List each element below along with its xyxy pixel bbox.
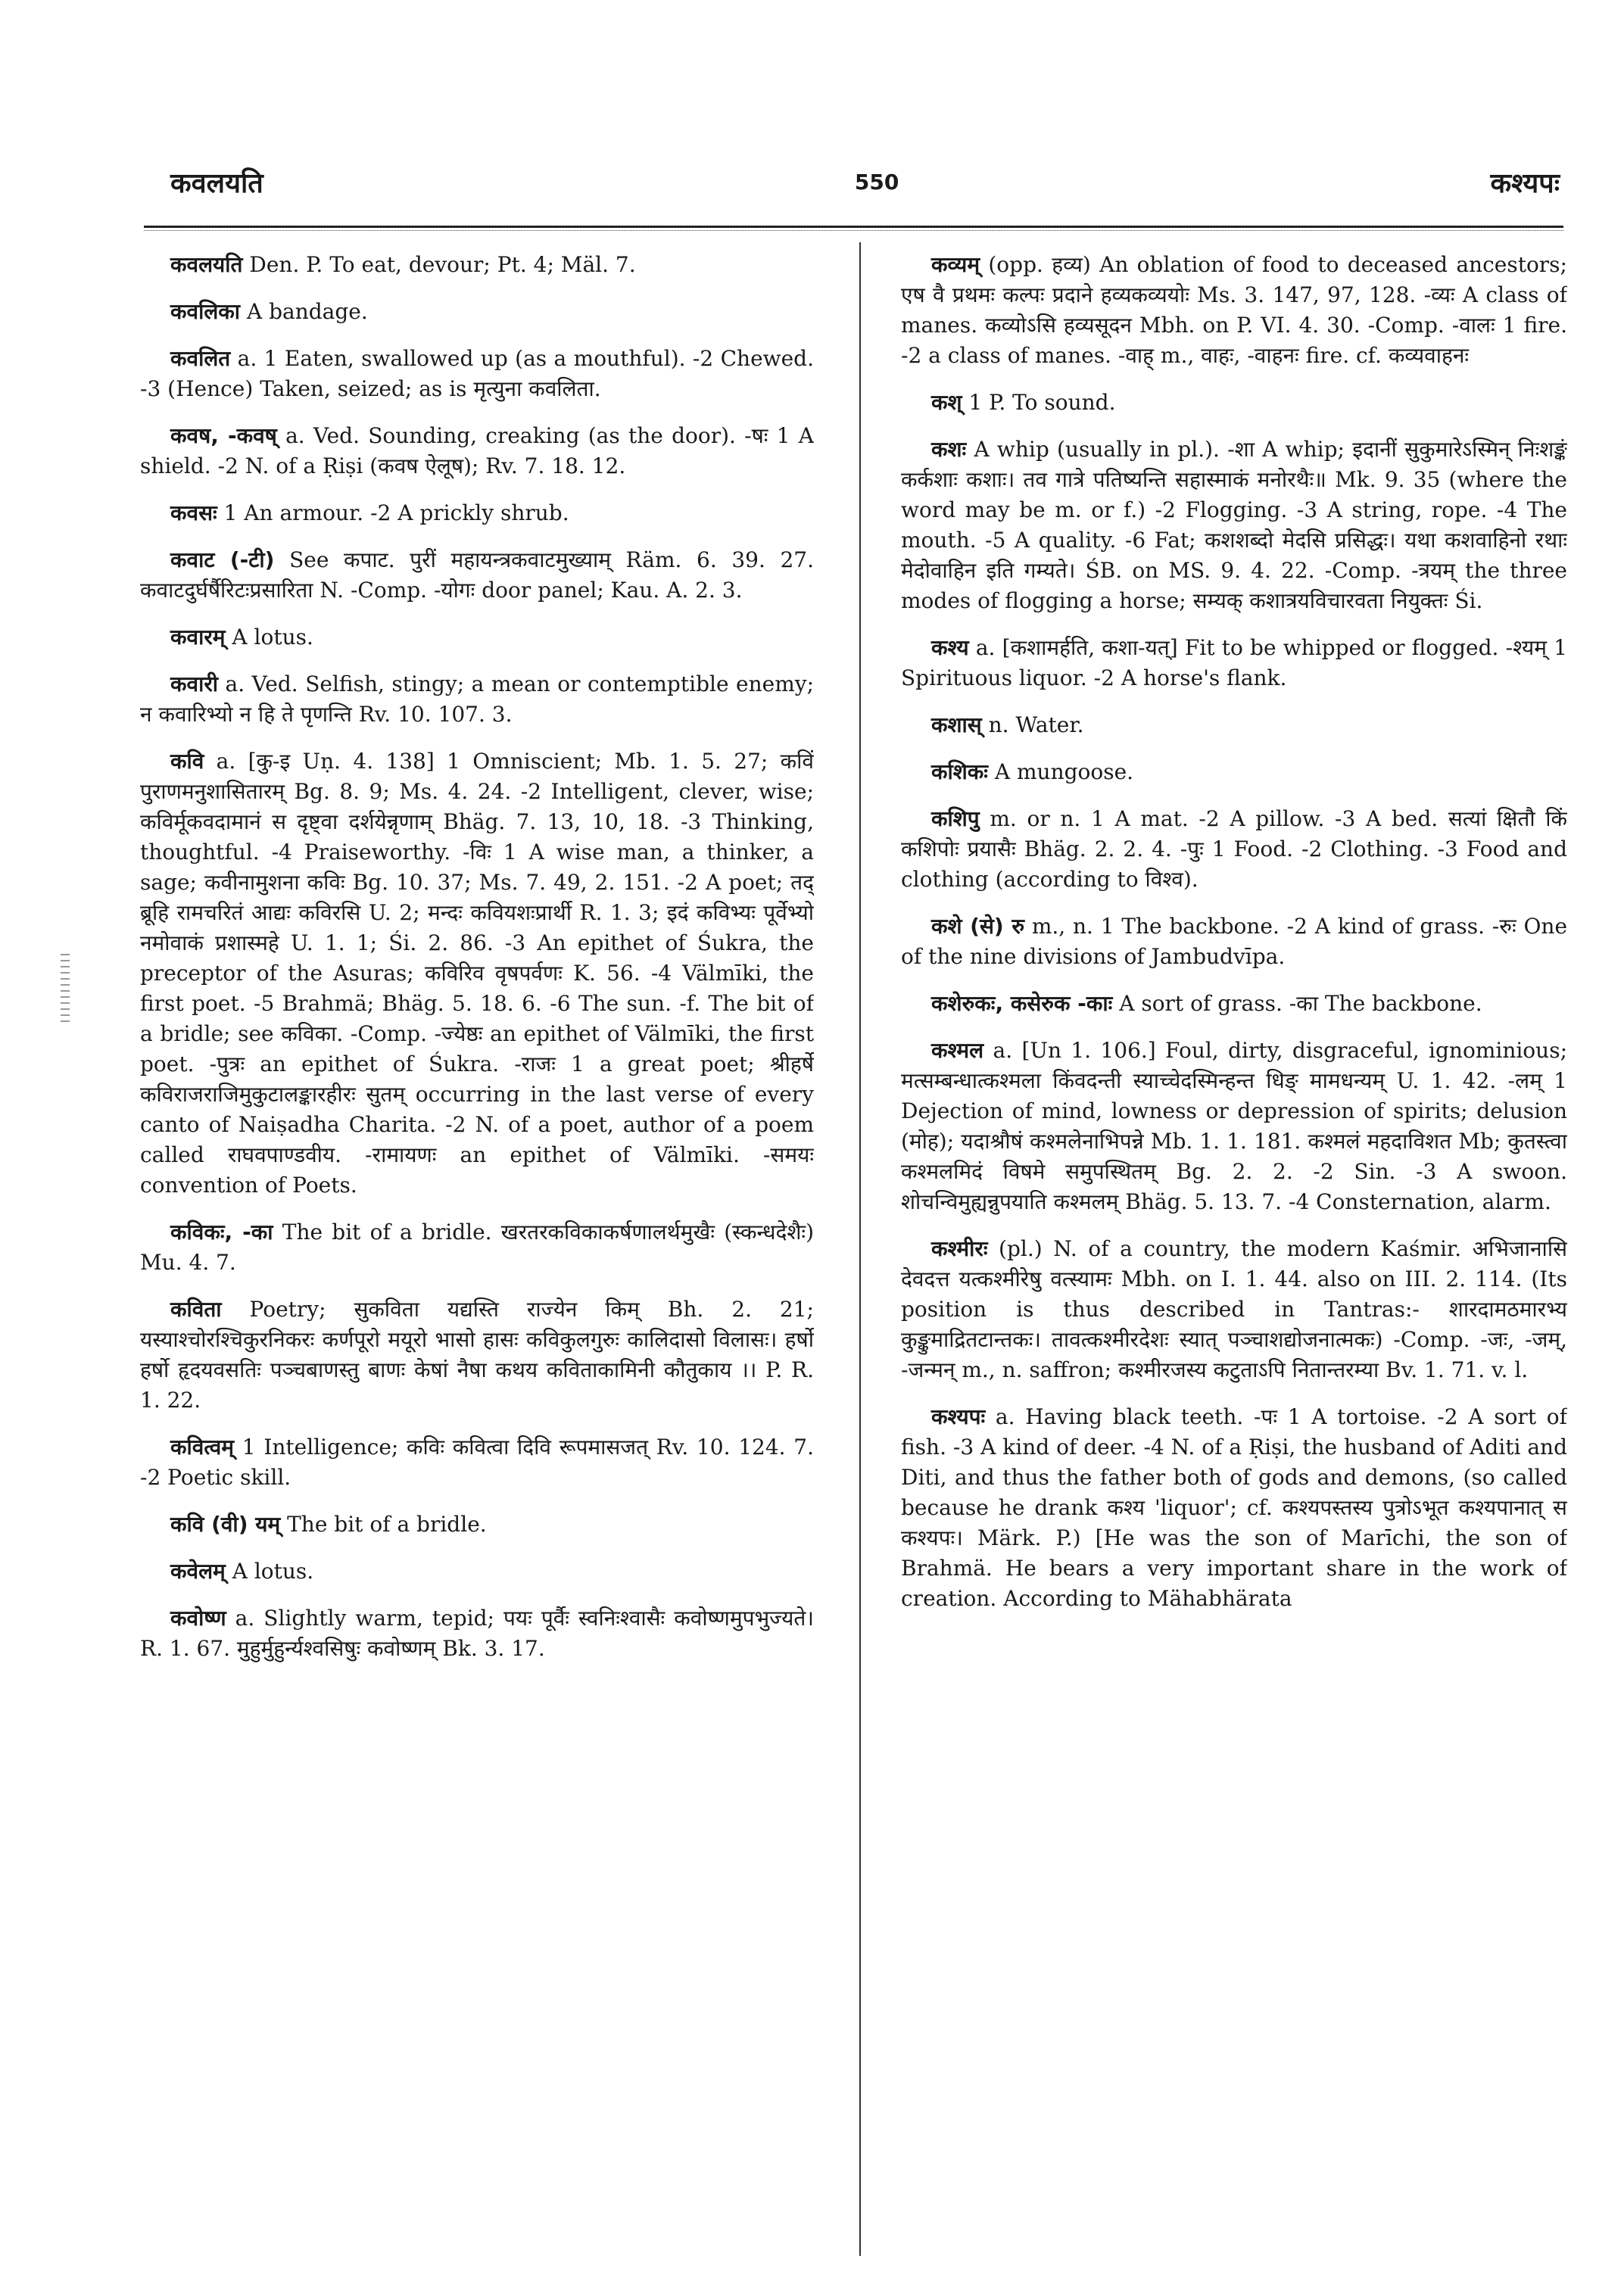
entry-headword: कश्मल xyxy=(931,1038,984,1063)
dictionary-entry xyxy=(901,1234,1567,1385)
entry-headword: कवलयति xyxy=(170,252,243,277)
dictionary-entry xyxy=(901,388,1567,418)
dictionary-entry xyxy=(901,1402,1567,1614)
entry-definition: a. [Un 1. 106.] Foul, dirty, disgraceful, ignominious; मत्सम्बन्धात्कश्मला किंवदन्ती स्याच्चेदस्मिन्हन्त धिङ् मामधन्यम् U. 1. 42. -लम् 1 Dejection of mind, lowness or depression of spirits; delusion (मोह); यदाश्रौषं कश्मलेनाभिपन्ने Mb. 1. 1. 181. कश्मलं महदाविशत Mb; कुतस्त्वा कश्मलमिदं विषमे समुपस्थितम् Bg. 2. 2. -2 Sin. -3 A swoon. शोचन्विमुह्यन्नुपयाति कश्मलम् Bhäg. 5. 13. 7. -4 Consternation, alarm. xyxy=(901,1038,1567,1214)
header-left-guideword: कवलयति xyxy=(170,167,263,199)
right-column xyxy=(901,250,1567,2263)
entry-headword: कवारम् xyxy=(170,625,226,650)
entry-definition: a. 1 Eaten, swallowed up (as a mouthful). -2 Chewed. -3 (Hence) Taken, seized; as is मृत्युना कवलिता. xyxy=(140,346,814,401)
dictionary-entry xyxy=(140,1432,814,1493)
entry-headword: कवित्वम् xyxy=(170,1435,235,1460)
entry-definition: m. or n. 1 A mat. -2 A pillow. -3 A bed. सत्यां क्षितौ किं कशिपोः प्रयासैः Bhäg. 2. 2. 4. -पुः 1 Food. -2 Clothing. -3 Food and clothing (according to विश्व). xyxy=(901,806,1567,892)
column-divider xyxy=(859,242,861,2256)
dictionary-entry xyxy=(140,1603,814,1664)
dictionary-entry xyxy=(140,669,814,730)
entry-definition: a. Slightly warm, tepid; पयः पूर्वैः स्वनिःश्वासैः कवोष्णमुपभुज्यते। R. 1. 67. मुहुर्मुहुर्न्यश्वसिषुः कवोष्णम् Bk. 3. 17. xyxy=(140,1606,814,1661)
entry-definition: The bit of a bridle. खरतरकविकाकर्षणालर्थमुखैः (स्कन्धदेशैः) Mu. 4. 7. xyxy=(140,1220,814,1275)
entry-definition: The bit of a bridle. xyxy=(280,1512,487,1537)
entry-definition: a. Having black teeth. -पः 1 A tortoise. -2 A sort of fish. -3 A kind of deer. -4 N. of a Ṛiṣi, the husband of Aditi and Diti, and thus the father both of gods and demons, (so called because he drank कश्य 'liquor'; cf. कश्यपस्तस्य पुत्रोऽभूत कश्यपानात् स कश्यपः। Märk. P.) [He was the son of Marīchi, the son of Brahmä. He bears a very important share in the work of creation. According to Mähabhärata xyxy=(901,1404,1567,1611)
entry-headword: कवाट (-टी) xyxy=(170,547,275,572)
dictionary-entry xyxy=(901,804,1567,895)
entry-definition: a. Ved. Sounding, creaking (as the door). -षः 1 A shield. -2 N. of a Ṛiṣi (कवष ऐलूष); Rv. 7. 18. 12. xyxy=(140,423,814,478)
entry-headword: कवसः xyxy=(170,500,217,525)
entry-headword: कव्यम् xyxy=(931,252,980,277)
dictionary-entry xyxy=(140,1294,814,1416)
entry-definition: (pl.) N. of a country, the modern Kaśmir. अभिजानासि देवदत्त यत्कश्मीरेषु वत्स्यामः Mbh. on I. 1. 44. also on III. 2. 114. (Its position is thus described in Tantras:- शारदामठमारभ्य कुङ्कुमाद्रितटान्तकः। तावत्कश्मीरदेशः स्यात् पञ्चाशद्योजनात्मकः) -Comp. -जः, -जम्, -जन्मन् m., n. saffron; कश्मीरजस्य कटुताऽपि नितान्तरम्या Bv. 1. 71. v. l. xyxy=(901,1236,1567,1382)
dictionary-entry xyxy=(901,435,1567,616)
entry-headword: कशे (से) रु xyxy=(931,914,1025,939)
dictionary-entry xyxy=(140,421,814,481)
entry-headword: कशेरुकः, कसेरुक -काः xyxy=(931,991,1113,1016)
entry-definition: a. Ved. Selfish, stingy; a mean or contemptible enemy; न कवारिभ्यो न हि ते पृणन्ति Rv. 10. 107. 3. xyxy=(140,671,814,727)
entry-headword: कवारी xyxy=(170,671,219,696)
entry-headword: कशिपु xyxy=(931,806,980,831)
entry-definition: A lotus. xyxy=(225,1559,314,1584)
margin-marks xyxy=(61,954,70,1022)
dictionary-entry xyxy=(140,1556,814,1587)
dictionary-entry xyxy=(901,911,1567,972)
dictionary-entry xyxy=(901,757,1567,787)
entry-headword: कविता xyxy=(170,1297,222,1322)
entry-definition: A sort of grass. -का The backbone. xyxy=(1112,991,1482,1016)
entry-headword: कशास् xyxy=(931,712,982,737)
entry-headword: कश्मीरः xyxy=(931,1236,988,1261)
entry-headword: कविकः, -का xyxy=(170,1220,273,1245)
header-rule xyxy=(144,226,1563,228)
entry-headword: कवोष्ण xyxy=(170,1606,226,1631)
entry-definition: (opp. हव्य) An oblation of food to deceased ancestors; एष वै प्रथमः कल्पः प्रदाने हव्यकव्ययोः Ms. 3. 147, 97, 128. -व्यः A class of manes. कव्योऽसि हव्यसूदन Mbh. on P. VI. 4. 30. -Comp. -वालः 1 fire. -2 a class of manes. -वाह् m., वाहः, -वाहनः fire. cf. कव्यवाहनः xyxy=(901,252,1567,368)
entry-definition: 1 P. To sound. xyxy=(962,390,1116,415)
page-header xyxy=(170,159,1560,204)
dictionary-entry xyxy=(140,622,814,653)
entry-definition: a. [कशामर्हति, कशा-यत्] Fit to be whipped or flogged. -श्यम् 1 Spirituous liquor. -2 A horse's flank. xyxy=(901,635,1567,690)
dictionary-entry xyxy=(901,633,1567,693)
entry-definition: A lotus. xyxy=(225,625,313,650)
entry-definition: Poetry; सुकविता यद्यस्ति राज्येन किम् Bh. 2. 21; यस्याश्चोरश्चिकुरनिकरः कर्णपूरो मयूरो भासो हासः कविकुलगुरुः कालिदासो विलासः। हर्षो हर्षो हृदयवसतिः पञ्चबाणस्तु बाणः केषां नैषा कथय कविताकामिनी कौतुकाय ।। P. R. 1. 22. xyxy=(140,1297,814,1413)
entry-headword: कवि xyxy=(170,749,204,774)
header-dotted-rule xyxy=(144,230,1563,231)
dictionary-entry xyxy=(140,344,814,404)
entry-headword: कशिकः xyxy=(931,759,988,784)
page-number: 550 xyxy=(854,169,899,195)
dictionary-entry xyxy=(140,250,814,280)
dictionary-entry xyxy=(140,1509,814,1540)
entry-headword: कवष, -कवष् xyxy=(170,423,277,448)
entry-headword: कशः xyxy=(931,437,967,462)
dictionary-entry xyxy=(140,545,814,606)
entry-definition: m., n. 1 The backbone. -2 A kind of grass. -रुः One of the nine divisions of Jambudvīpa. xyxy=(901,914,1567,969)
entry-headword: कवलिका xyxy=(170,299,241,324)
header-right-guideword: कश्यपः xyxy=(1490,167,1560,199)
dictionary-entry xyxy=(901,989,1567,1019)
dictionary-entry xyxy=(140,1217,814,1278)
entry-headword: कवेलम् xyxy=(170,1559,226,1584)
dictionary-entry xyxy=(140,297,814,327)
entry-definition: A whip (usually in pl.). -शा A whip; इदानीं सुकुमारेऽस्मिन् निःशङ्कं कर्कशाः कशाः। तव गात्रे पतिष्यन्ति सहास्माकं मनोरथैः॥ Mk. 9. 35 (where the word may be m. or f.) -2 Flogging. -3 A string, rope. -4 The mouth. -5 A quality. -6 Fat; कशशब्दो मेदसि प्रसिद्धः। यथा कशवाहिनो रथाः मेदोवाहिन इति गम्यते। ŚB. on MS. 9. 4. 22. -Comp. -त्रयम् the three modes of flogging a horse; सम्यक् कशात्रयविचारवता नियुक्तः Śi. xyxy=(901,437,1567,613)
entry-headword: कश् xyxy=(931,390,962,415)
entry-definition: A mungoose. xyxy=(987,759,1134,784)
entry-definition: See कपाट. पुरीं महायन्त्रकवाटमुख्याम् Räm. 6. 39. 27. कवाटदुर्घर्षैरिटःप्रसारिता N. -Comp. -योगः door panel; Kau. A. 2. 3. xyxy=(140,547,814,603)
dictionary-entry xyxy=(140,498,814,528)
entry-headword: कवि (वी) यम् xyxy=(170,1512,281,1537)
dictionary-entry xyxy=(140,746,814,1201)
entry-definition: Den. P. To eat, devour; Pt. 4; Mäl. 7. xyxy=(242,252,636,277)
entry-definition: n. Water. xyxy=(981,712,1084,737)
entry-definition: 1 Intelligence; कविः कवित्वा दिवि रूपमासजत् Rv. 10. 124. 7. -2 Poetic skill. xyxy=(140,1435,814,1490)
entry-headword: कश्यपः xyxy=(931,1404,986,1429)
left-column xyxy=(140,250,814,2263)
entry-definition: A bandage. xyxy=(240,299,368,324)
entry-headword: कश्य xyxy=(931,635,969,660)
entry-headword: कवलित xyxy=(170,346,231,371)
entry-definition: 1 An armour. -2 A prickly shrub. xyxy=(217,500,569,525)
dictionary-entry xyxy=(901,250,1567,371)
entry-definition: a. [कु-इ Uṇ. 4. 138] 1 Omniscient; Mb. 1. 5. 27; कविं पुराणमनुशासितारम् Bg. 8. 9; Ms. 4. 24. -2 Intelligent, clever, wise; कविर्मूकवदामानं स दृष्ट्वा दर्शयेन्नृणाम् Bhäg. 7. 13, 10, 18. -3 Thinking, thoughtful. -4 Praiseworthy. -विः 1 A wise man, a thinker, a sage; कवीनामुशना कविः Bg. 10. 37; Ms. 7. 49, 2. 151. -2 A poet; तद् ब्रूहि रामचरितं आद्यः कविरसि U. 2; मन्दः कवियशःप्रार्थी R. 1. 3; इदं कविभ्यः पूर्वेभ्यो नमोवाकं प्रशास्महे U. 1. 1; Śi. 2. 86. -3 An epithet of Śukra, the preceptor of the Asuras; कविरिव वृषपर्वणः K. 56. -4 Välmīki, the first poet. -5 Brahmä; Bhäg. 5. 18. 6. -6 The sun. -f. The bit of a bridle; see कविका. -Comp. -ज्येष्ठः an epithet of Välmīki, the first poet. -पुत्रः an epithet of Śukra. -राजः 1 a great poet; श्रीहर्षे कविराजराजिमुकुटालङ्कारहीरः सुतम् occurring in the last verse of every canto of Naiṣadha Charita. -2 N. of a poet, author of a poem called राघवपाण्डवीय. -रामायणः an epithet of Välmīki. -समयः convention of Poets. xyxy=(140,749,814,1198)
dictionary-entry xyxy=(901,710,1567,740)
dictionary-entry xyxy=(901,1036,1567,1217)
